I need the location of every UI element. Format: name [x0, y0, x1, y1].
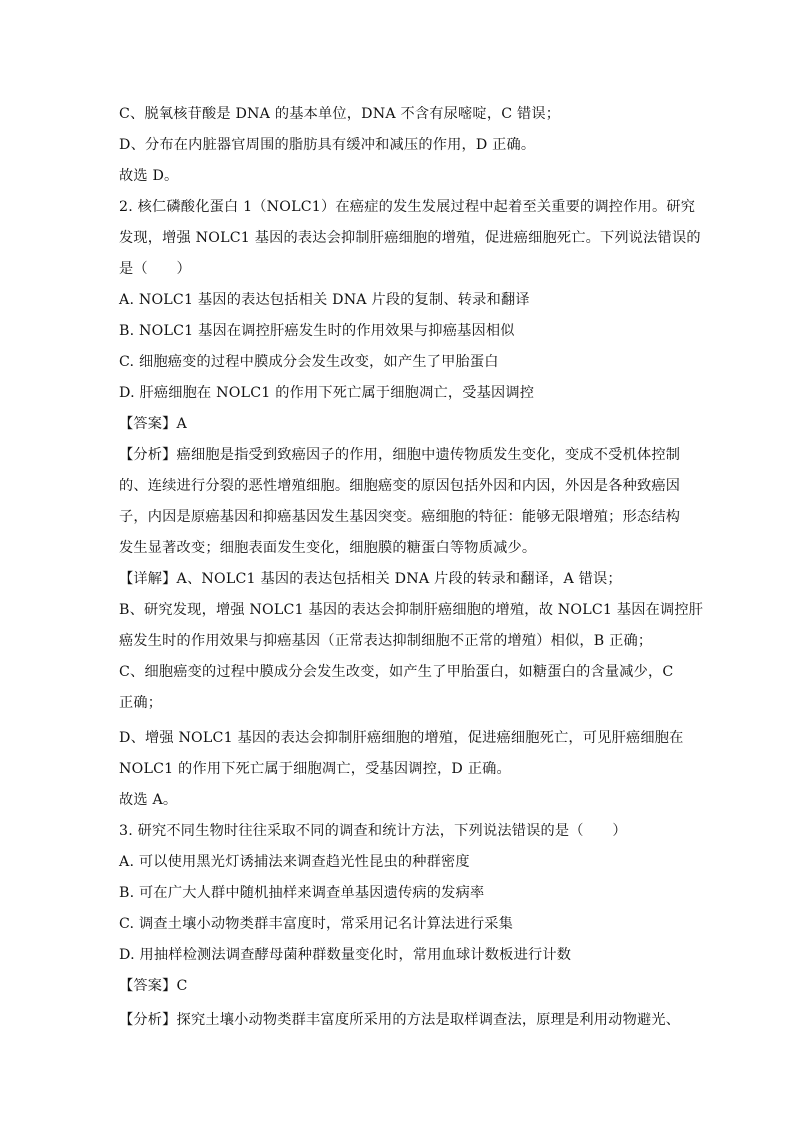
option-a: A. 可以使用黑光灯诱捕法来调查趋光性昆虫的种群密度: [119, 854, 470, 870]
question-2-stem: 2. 核仁磷酸化蛋白 1（NOLC1）在癌症的发生发展过程中起着至关重要的调控作用。研究: [119, 199, 696, 215]
analysis-line: 【分析】癌细胞是指受到致癌因子的作用，细胞中遗传物质发生变化，变成不受机体控制: [119, 447, 681, 463]
option-c: C. 调查土壤小动物类群丰富度时，常采用记名计算法进行采集: [119, 916, 514, 932]
text-line: 故选 D。: [119, 168, 179, 184]
analysis-line: 【分析】探究土壤小动物类群丰富度所采用的方法是取样调查法，原理是利用动物避光、: [119, 1012, 681, 1028]
text-line: D、分布在内脏器官周围的脂肪具有缓冲和减压的作用，D 正确。: [119, 137, 536, 153]
text-line: C、脱氧核苷酸是 DNA 的基本单位，DNA 不含有尿嘧啶，C 错误；: [119, 106, 561, 122]
analysis-line: 发生显著改变；细胞表面发生变化，细胞膜的糖蛋白等物质减少。: [119, 540, 537, 556]
explanation-line: 癌发生时的作用效果与抑癌基因（正常表达抑制细胞不正常的增殖）相似，B 正确；: [119, 633, 653, 649]
explanation-line: B、研究发现，增强 NOLC1 基因的表达会抑制肝癌细胞的增殖，故 NOLC1 基因在调控肝: [119, 602, 704, 618]
option-a: A. NOLC1 基因的表达包括相关 DNA 片段的复制、转录和翻译: [119, 292, 530, 308]
question-2-stem: 发现，增强 NOLC1 基因的表达会抑制肝癌细胞的增殖，促进癌细胞死亡。下列说法错误的: [119, 230, 701, 246]
option-d: D. 用抽样检测法调查酵母菌种群数量变化时，常用血球计数板进行计数: [119, 947, 572, 963]
explanation-line: 正确；: [119, 695, 163, 711]
explanation-line: D、增强 NOLC1 基因的表达会抑制肝癌细胞的增殖，促进癌细胞死亡，可见肝癌细胞在: [119, 730, 684, 746]
option-c: C. 细胞癌变的过程中膜成分会发生改变，如产生了甲胎蛋白: [119, 354, 499, 370]
text-line: 故选 A。: [119, 792, 178, 808]
analysis-line: 子，内因是原癌基因和抑癌基因发生基因突变。癌细胞的特征：能够无限增殖；形态结构: [119, 509, 681, 525]
option-b: B. NOLC1 基因在调控肝癌发生时的作用效果与抑癌基因相似: [119, 323, 515, 339]
option-d: D. 肝癌细胞在 NOLC1 的作用下死亡属于细胞凋亡，受基因调控: [119, 385, 535, 401]
answer-line: 【答案】A: [119, 416, 187, 432]
question-2-stem: 是（ ）: [119, 261, 191, 277]
option-b: B. 可在广大人群中随机抽样来调查单基因遗传病的发病率: [119, 885, 485, 901]
analysis-line: 的、连续进行分裂的恶性增殖细胞。细胞癌变的原因包括外因和内因，外因是各种致癌因: [119, 478, 681, 494]
answer-line: 【答案】C: [119, 978, 188, 994]
explanation-line: NOLC1 的作用下死亡属于细胞凋亡，受基因调控，D 正确。: [119, 761, 511, 777]
explanation-line: 【详解】A、NOLC1 基因的表达包括相关 DNA 片段的转录和翻译，A 错误；: [119, 571, 622, 587]
explanation-line: C、细胞癌变的过程中膜成分会发生改变，如产生了甲胎蛋白，如糖蛋白的含量减少，C: [119, 664, 674, 680]
question-3-stem: 3. 研究不同生物时往往采取不同的调查和统计方法，下列说法错误的是（ ）: [119, 823, 627, 839]
